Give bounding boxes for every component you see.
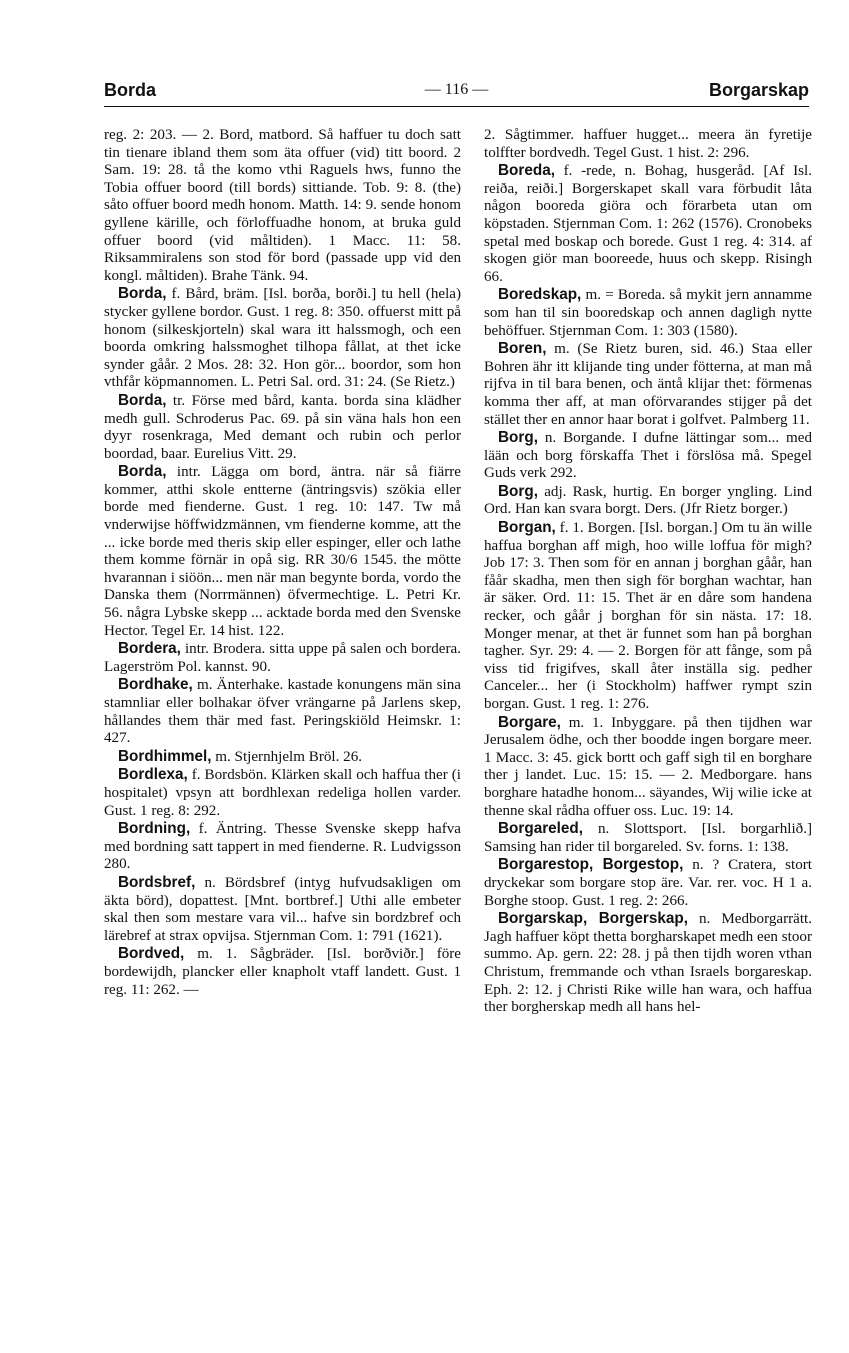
dictionary-entry: [104, 463, 461, 640]
entry-text: f. Bordsbön. Klärken skall och haffua ther (i hospitalet) vpsyn att bordhlexan redeliga hollen varder. Gust. 1 reg. 8: 292.: [104, 767, 461, 819]
entry-text: n. Medborgarrätt. Jagh haffuer köpt thetta borgharskapet medh een stoor summo. Ap. gern. 22: 28. j på then tijdh woren vthan Christum, fremmande och vthan Israels borgareskap. Eph. 2: 12. j Christi Rike wille han wara, och haffua ther borgherskap medh all hans hel-: [484, 911, 813, 1016]
headword: Borda,: [118, 285, 167, 303]
page-number: — 116 —: [424, 81, 489, 98]
dictionary-entry: [484, 910, 812, 1017]
page-header: [104, 76, 809, 107]
headword: Boren,: [498, 340, 547, 358]
dictionary-entry: [104, 392, 461, 463]
dictionary-entry: [104, 945, 461, 999]
headword: Bordhimmel,: [118, 747, 212, 765]
entry-text: intr. Brodera. sitta uppe på salen och bordera. Lagerström Pol. kannst. 90.: [104, 641, 461, 675]
dictionary-entry: [484, 162, 812, 286]
entry-text: reg. 2: 203. — 2. Bord, matbord. Så haffuer tu doch satt tin tienare ibland them som äta offuer (vid) titt boord. 2 Sam. 19: 28. tå the komo vthi Raguels hws, funno the Tobia offuer boord (till bords) sittiande. Tob. 9: 8. (the) såto offuer boord medh honom. Matth. 14: 9. sende honom gyllene kärille, och förloffuadhe honom, at bruka guld offuer boord (vid måltiden). 1 Macc. 11: 58. Riksammiralens son stod för bord (passade upp vid den kongl. måltiden). Brahe Tänk. 94.: [104, 127, 461, 284]
entry-text: m. = Boreda. så mykit jern annamme som han til sin booredskap och annen dagligh nytte behöffuer. Stjernman Com. 1: 303 (1580).: [484, 287, 812, 339]
entry-text: n. Borgande. I dufne lättingar som... med lään och borg förskaffa Thet i förslösa må. Spegel Guds verk 292.: [484, 430, 812, 482]
headword: Bordhake,: [118, 676, 193, 694]
dictionary-entry: [484, 483, 812, 519]
dictionary-entry: [104, 640, 461, 676]
running-head-left: Borda: [104, 80, 157, 100]
headword: Borgarestop, Borgestop,: [498, 856, 684, 874]
entry-text: m. (Se Rietz buren, sid. 46.) Staa eller Bohren ähr itt klijande ting under fötterna, at man må rijfva in til bara benen, och äntå klijar thet: förmenas komma ther aff, at man oförvarandes stijger på det stället ther en annor haar borat i golfvet. Palmberg 11.: [484, 341, 812, 428]
entry-text: 2. Sågtimmer. haffuer hugget... meera än fyretije tolffter bordvedh. Tegel Gust. 1 hist. 2: 296.: [484, 127, 812, 161]
dictionary-entry: [104, 126, 461, 285]
dictionary-entry: [104, 676, 461, 747]
entry-text: n. Slottsport. [Isl. borgarhlið.] Samsing han rider til borgareled. Sv. forns. 1: 138.: [484, 821, 812, 855]
headword: Boreda,: [498, 162, 555, 180]
running-head-right: Borgarskap: [708, 80, 809, 100]
headword: Bordlexa,: [118, 766, 188, 784]
entry-text: tr. Förse med bård, kanta. borda sina klädher medh gull. Schroderus Pac. 69. på sin väna hals hon een dyyr rosenkraga, Med demant och rubin och perlor boordad, baar. Eurelius Vitt. 29.: [104, 392, 461, 462]
dictionary-entry: [104, 874, 461, 945]
entry-text: adj. Rask, hurtig. En borger yngling. Lind Ord. Han kan svara borgt. Ders. (Jfr Rietz borger.): [484, 483, 812, 518]
entry-text: f. Bård, bräm. [Isl. borða, borði.] tu hell (hela) stycker gyllene bordor. Gust. 1 reg. 8: 350. offuerst mitt på honom (silkeskjorteln) skal wara itt halssmogh, och een boorda omkring halssmoghet tilhopa fållat, at thet icke synder gåår. 2 Mos. 28: 32. Hon gör... boordor, som hon vthfår köpmannomen. L. Petri Sal. ord. 31: 24. (Se Rietz.): [104, 286, 461, 391]
entry-text: f. -rede, n. Bohag, husgeråd. [Af Isl. reiða, reiði.] Borgerskapet skall vara förbudit låta någon booreda giöra och förarbeta utan om köpstaden. Stjernman Com. 1: 262 (1576). Cronobeks spetal med boskap och borede. Gust 1 reg. 4: 314. af skogen giör man booreede, huus och skepp. Risingh 66.: [484, 163, 812, 285]
headword: Bordera,: [118, 640, 181, 658]
dictionary-entry: [484, 340, 812, 429]
right-column: [484, 126, 812, 1017]
headword: Borda,: [118, 463, 167, 481]
headword: Bordning,: [118, 820, 191, 838]
headword: Bordved,: [118, 945, 185, 963]
dictionary-entry: [484, 519, 812, 714]
dictionary-entry: [484, 820, 812, 856]
entry-text: intr. Lägga om bord, äntra. när så fiärre kommer, atthi skole entterne (äntringsvis) szökia eller borde med fienderne. Gust. 1 reg. 10: 147. Tw må vnderwijse höffwidzmännen, vm fienderne komme, att the ... icke borde med theris skip eller espinger, eller och lathe them komme förnär in opå sig. RR 30/6 1545. the mötte hvarannan i siöön... men när man begynte borda, vordo the Danska them (Norrmännen) öfvermechtige. L. Petri Kr. 56. några Lybske skepp ... acktade borda med den Svenske Hector. Tegel Er. 14 hist. 122.: [104, 464, 461, 639]
headword: Borg,: [498, 482, 538, 500]
dictionary-entry: [104, 748, 461, 767]
entry-text: m. Stjernhjelm Bröl. 26.: [211, 748, 363, 765]
headword: Boredskap,: [498, 286, 582, 304]
headword: Borgan,: [498, 519, 556, 537]
headword: Borgareled,: [498, 820, 584, 838]
entry-text: m. Änterhake. kastade konungens män sina stamnliar eller bolhakar öfver vrängarne på Jarlens skep, hållandes them thär med fast. Peringskiöld Heimskr. 1: 427.: [104, 677, 461, 747]
dictionary-entry: [104, 820, 461, 874]
entry-text: m. 1. Sågbräder. [Isl. borðviðr.] före bordewijdh, plancker eller knapholt vtaff landett. Gust. 1 reg. 11: 262. —: [104, 946, 461, 998]
dictionary-entry: [484, 714, 812, 821]
dictionary-entry: [484, 126, 812, 162]
dictionary-entry: [104, 766, 461, 820]
entry-text: m. 1. Inbyggare. på then tijdhen war Jerusalem ödhe, och ther boodde ingen borgare meer. 1 Macc. 3: 45. gick bortt och gaff sigh til en borghare ther j landet. Luc. 15: 15. — 2. Medborgare. hans borghare hatadhe honom... säyandes, Wij wilie icke at thenne skal rådha offuer oss. Luc. 19: 14.: [484, 714, 812, 819]
headword: Borg,: [498, 429, 538, 447]
headword: Borgarskap, Borgerskap,: [498, 910, 689, 928]
left-column: [104, 126, 461, 999]
entry-text: n. ? Cratera, stort dryckekar som borgare stop äre. Var. rer. voc. H 1 a. Borghe stoop. Gust. 1 reg. 2: 266.: [484, 857, 812, 909]
headword: Borgare,: [498, 713, 561, 731]
dictionary-entry: [104, 285, 461, 392]
entry-text: n. Bördsbref (intyg hufvudsakligen om äkta börd), dopattest. [Mnt. bortbref.] Uthi alle embeter skal then som mestare vara vil... hafve sin bordzbref och lärebref at strax opvijsa. Stjernman Com. 1: 791 (1621).: [104, 874, 461, 944]
entry-text: f. Äntring. Thesse Svenske skepp hafva med bordning satt tappert in med fienderne. R. Ludvigsson 280.: [104, 821, 461, 873]
entry-text: f. 1. Borgen. [Isl. borgan.] Om tu än wille haffua borghan aff migh, hoo wille loffua för migh? Job 17: 3. Then som för en annan j borghan gåår, han fåår skadha, men then sigh för borghan wachtar, han är säker. Ord. 11: 15. Thet är en dåre som handena recker, och gåår j borghan för sin nästa. 17: 18. Monger menar, at thet är funnet som han på borghan tagher. Syr. 29: 4. — 2. Borgen för att fånge, som på viss tid frigifves, skall åter inställa sig. pedher Canceler... her (i Stockholm) haffwer rympt szin borgan. Gust. 1 reg. 1: 276.: [484, 520, 812, 712]
dictionary-entry: [484, 429, 812, 483]
headword: Bordsbref,: [118, 873, 196, 891]
headword: Borda,: [118, 391, 167, 409]
dictionary-entry: [484, 856, 812, 910]
dictionary-entry: [484, 286, 812, 340]
